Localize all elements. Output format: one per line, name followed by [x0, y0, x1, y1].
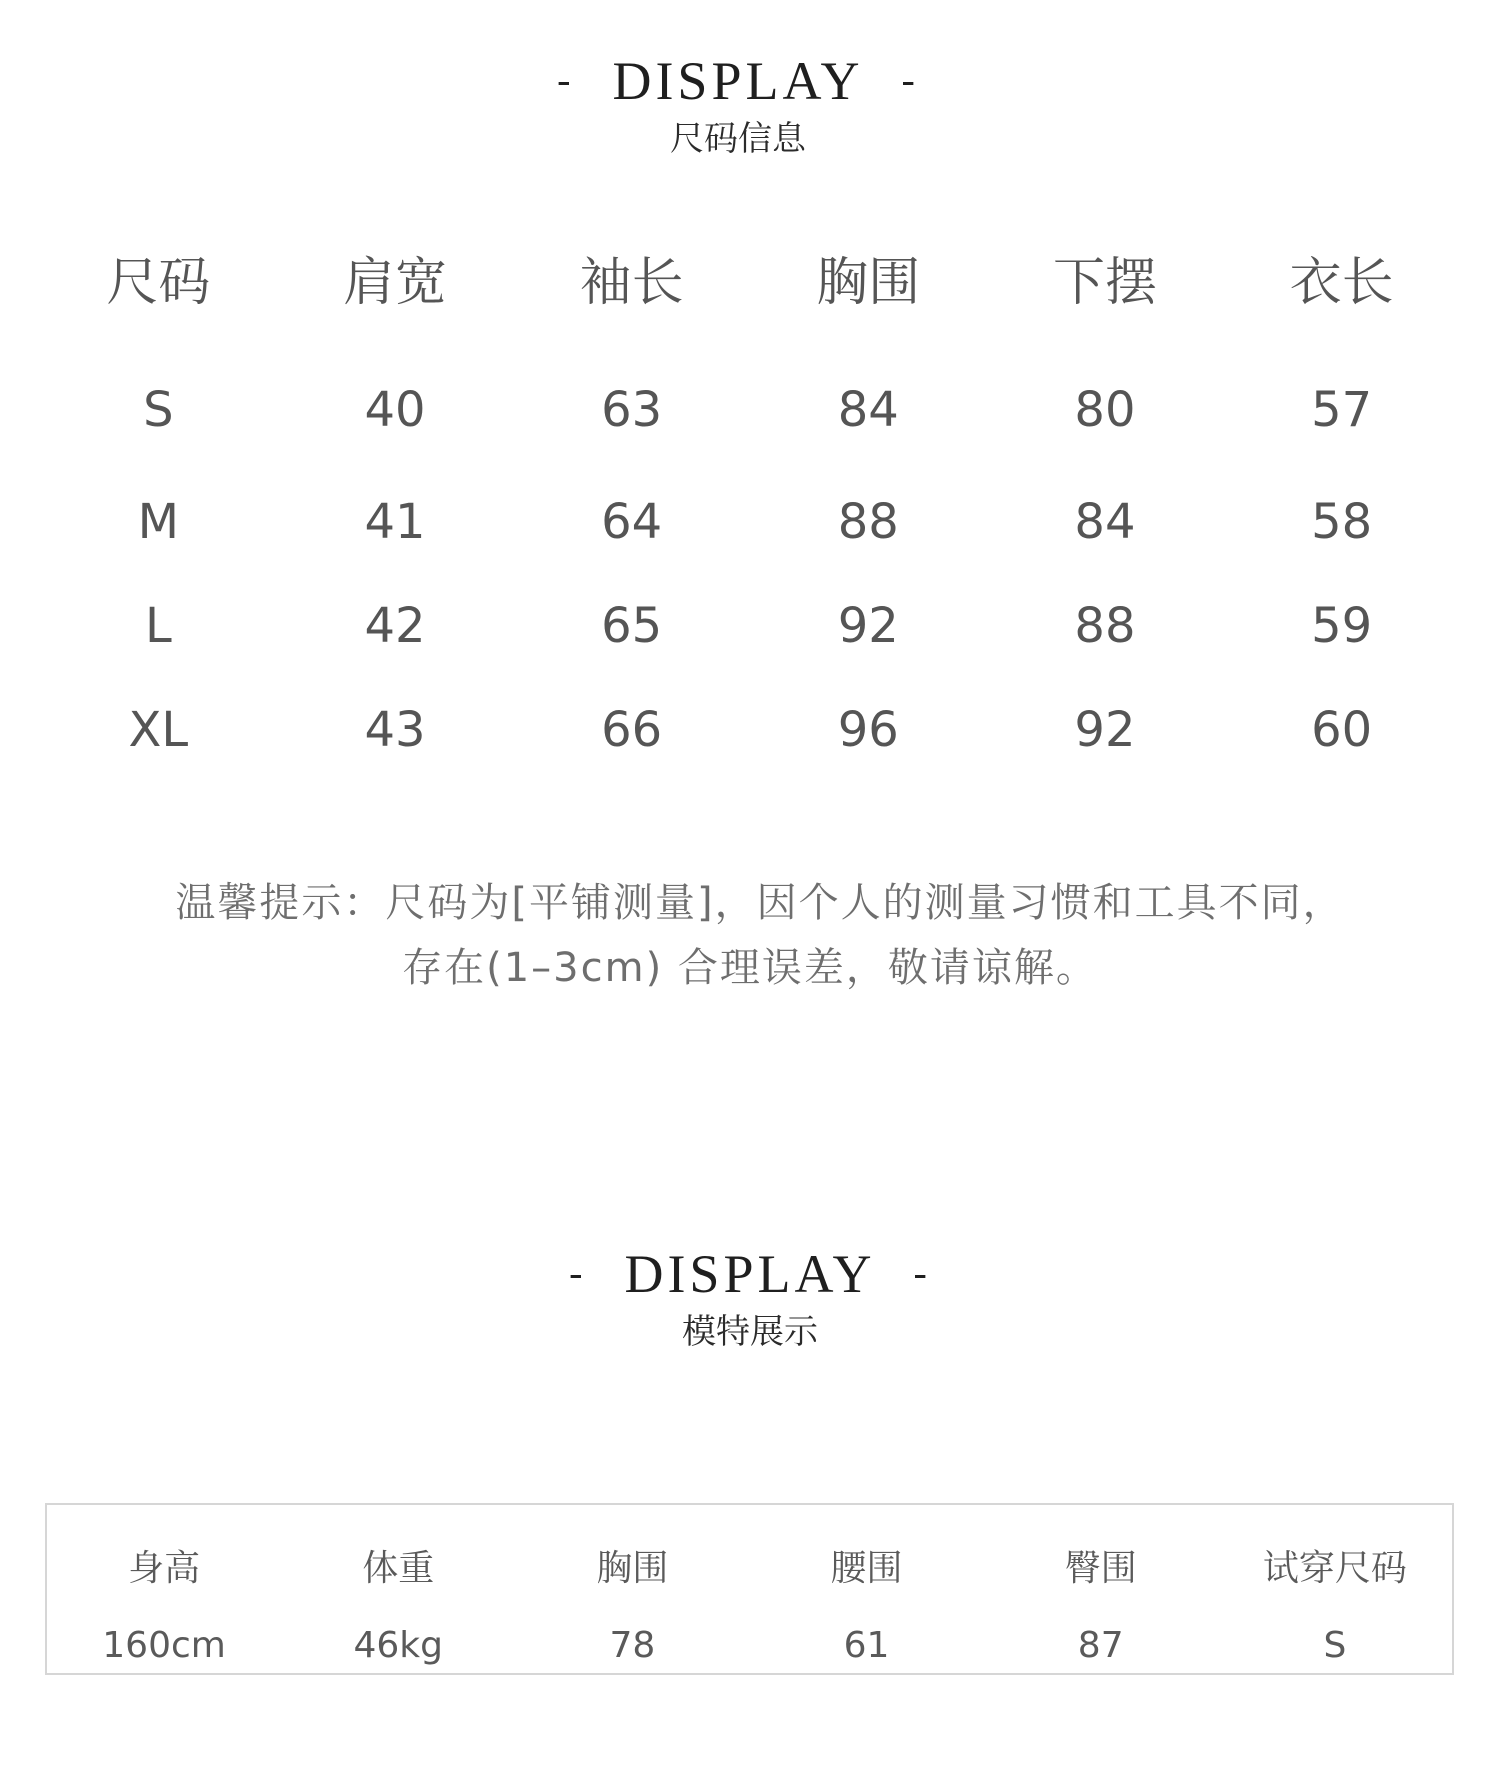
waist-col-header: 腰围 [830, 1547, 903, 1589]
weight-col-header: 体重 [362, 1547, 435, 1589]
tried-size-value: S [1323, 1624, 1347, 1666]
table-cell: 84 [837, 382, 899, 438]
bust-value: 78 [609, 1624, 656, 1666]
model-section-heading: DISPLAY [624, 1244, 876, 1304]
hip-col-header: 臀围 [1064, 1547, 1137, 1589]
table-cell: 63 [601, 382, 663, 438]
table-cell: 57 [1311, 382, 1373, 438]
table-cell: 40 [364, 382, 426, 438]
table-cell: M [137, 494, 180, 550]
table-cell: 59 [1311, 598, 1373, 654]
table-cell: 42 [364, 598, 426, 654]
table-cell: 64 [601, 494, 663, 550]
table-row [40, 350, 1460, 470]
chest-col-header: 胸围 [816, 253, 921, 313]
table-cell: 92 [837, 598, 899, 654]
table-row [40, 678, 1460, 782]
hip-value: 87 [1077, 1624, 1124, 1666]
sleeve-col-header: 袖长 [579, 253, 684, 313]
waist-value: 61 [843, 1624, 890, 1666]
model-info-box [45, 1503, 1454, 1675]
table-cell: 88 [837, 494, 899, 550]
measurement-note-line2: 存在(1–3cm) 合理误差，敬请谅解。 [402, 945, 1098, 991]
size-chart-table [40, 240, 1460, 782]
size-section-heading: DISPLAY [612, 51, 864, 111]
title-dash-left: - [569, 1250, 587, 1295]
model-info-table [47, 1505, 1452, 1685]
title-dash-right: - [901, 57, 919, 102]
model-section-title [0, 1243, 1500, 1304]
length-col-header: 衣长 [1289, 253, 1394, 313]
table-cell: L [144, 598, 172, 654]
model-values-row [47, 1605, 1452, 1685]
bust-col-header: 胸围 [596, 1547, 669, 1589]
table-cell: 96 [837, 702, 899, 758]
table-cell: 43 [364, 702, 426, 758]
table-cell: 41 [364, 494, 426, 550]
table-row [40, 470, 1460, 574]
table-cell: 80 [1074, 382, 1136, 438]
tried-size-col-header: 试穿尺码 [1262, 1547, 1407, 1589]
size-col-header: 尺码 [106, 253, 211, 313]
table-cell: 92 [1074, 702, 1136, 758]
table-cell: S [143, 382, 174, 438]
title-dash-left: - [557, 57, 575, 102]
measurement-note-line1: 温馨提示：尺码为[平铺测量]，因个人的测量习惯和工具不同， [175, 880, 1345, 926]
weight-value: 46kg [353, 1624, 443, 1666]
table-cell: 65 [601, 598, 663, 654]
table-cell: 84 [1074, 494, 1136, 550]
model-section-header [0, 1243, 1500, 1354]
hem-col-header: 下摆 [1052, 253, 1157, 313]
table-cell: 58 [1311, 494, 1373, 550]
table-cell: 66 [601, 702, 663, 758]
size-section-header [0, 50, 1488, 161]
model-section-subtitle: 模特展示 [682, 1312, 818, 1352]
model-header-row [47, 1505, 1452, 1605]
shoulder-col-header: 肩宽 [342, 253, 447, 313]
table-cell: XL [128, 702, 189, 758]
table-row [40, 574, 1460, 678]
size-section-title [0, 50, 1488, 111]
table-cell: 88 [1074, 598, 1136, 654]
height-col-header: 身高 [128, 1547, 201, 1589]
height-value: 160cm [102, 1624, 226, 1666]
size-section-subtitle: 尺码信息 [670, 119, 806, 159]
table-cell: 60 [1311, 702, 1373, 758]
title-dash-right: - [913, 1250, 931, 1295]
size-chart-header-row [40, 240, 1460, 350]
